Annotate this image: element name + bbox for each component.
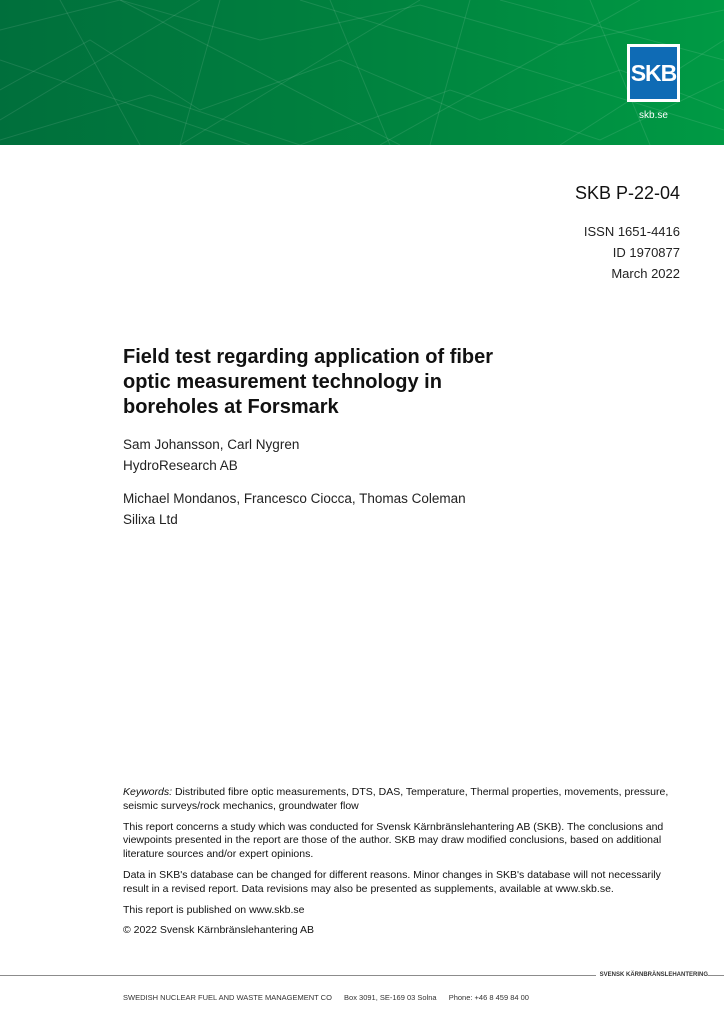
skb-logo-text: SKB [630,47,677,99]
keywords-text: Distributed fibre optic measurements, DTS, DAS, Temperature, Thermal properties, movements, pressure, seismic surveys/rock mechanics, groundwater flow [123,786,669,812]
author-group-2 [123,488,466,530]
issn: ISSN 1651-4416 [583,224,680,239]
keywords-label: Keywords: [123,786,173,798]
author-group-1 [123,434,299,476]
footer-address: Box 3091, SE-169 03 Solna [344,993,437,1002]
author-org: Silixa Ltd [123,512,178,527]
copyright: © 2022 Svensk Kärnbränslehantering AB [123,924,315,937]
report-date: March 2022 [611,266,680,281]
author-names: Michael Mondanos, Francesco Ciocca, Thomas Coleman [123,491,466,506]
report-meta [584,221,680,284]
report-number: SKB P-22-04 [574,183,680,203]
logo-url: skb.se [639,110,668,121]
footer-company: SWEDISH NUCLEAR FUEL AND WASTE MANAGEMENT CO [123,993,332,1002]
report-notes [123,786,673,945]
keywords [123,786,673,814]
footer-brand: SVENSK KÄRNBRÄNSLEHANTERING [596,972,708,978]
author-names: Sam Johansson, Carl Nygren [123,437,300,452]
disclaimer: This report concerns a study which was conducted for Svensk Kärnbränslehantering AB (SKB). The conclusions and viewpoints presented in the report are those of the author. SKB may draw modified conclusions, based on additional literature sources and/or expert opinions. [123,820,664,861]
header-mesh-pattern [0,0,724,145]
header-banner [0,0,724,145]
database-note: Data in SKB's database can be changed for different reasons. Minor changes in SKB's database will not necessarily result in a revised report. Data revisions may also be presented as supplements, available at www.skb.se. [123,868,661,895]
report-title: Field test regarding application of fiber optic measurement technology in boreholes at Forsmark [123,346,494,418]
report-id: ID 1970877 [612,245,680,260]
author-org: HydroResearch AB [123,458,238,473]
footer-phone: Phone: +46 8 459 84 00 [448,993,529,1002]
skb-logo [627,44,680,102]
footer-contact [123,993,539,1002]
published-note: This report is published on www.skb.se [123,903,305,916]
